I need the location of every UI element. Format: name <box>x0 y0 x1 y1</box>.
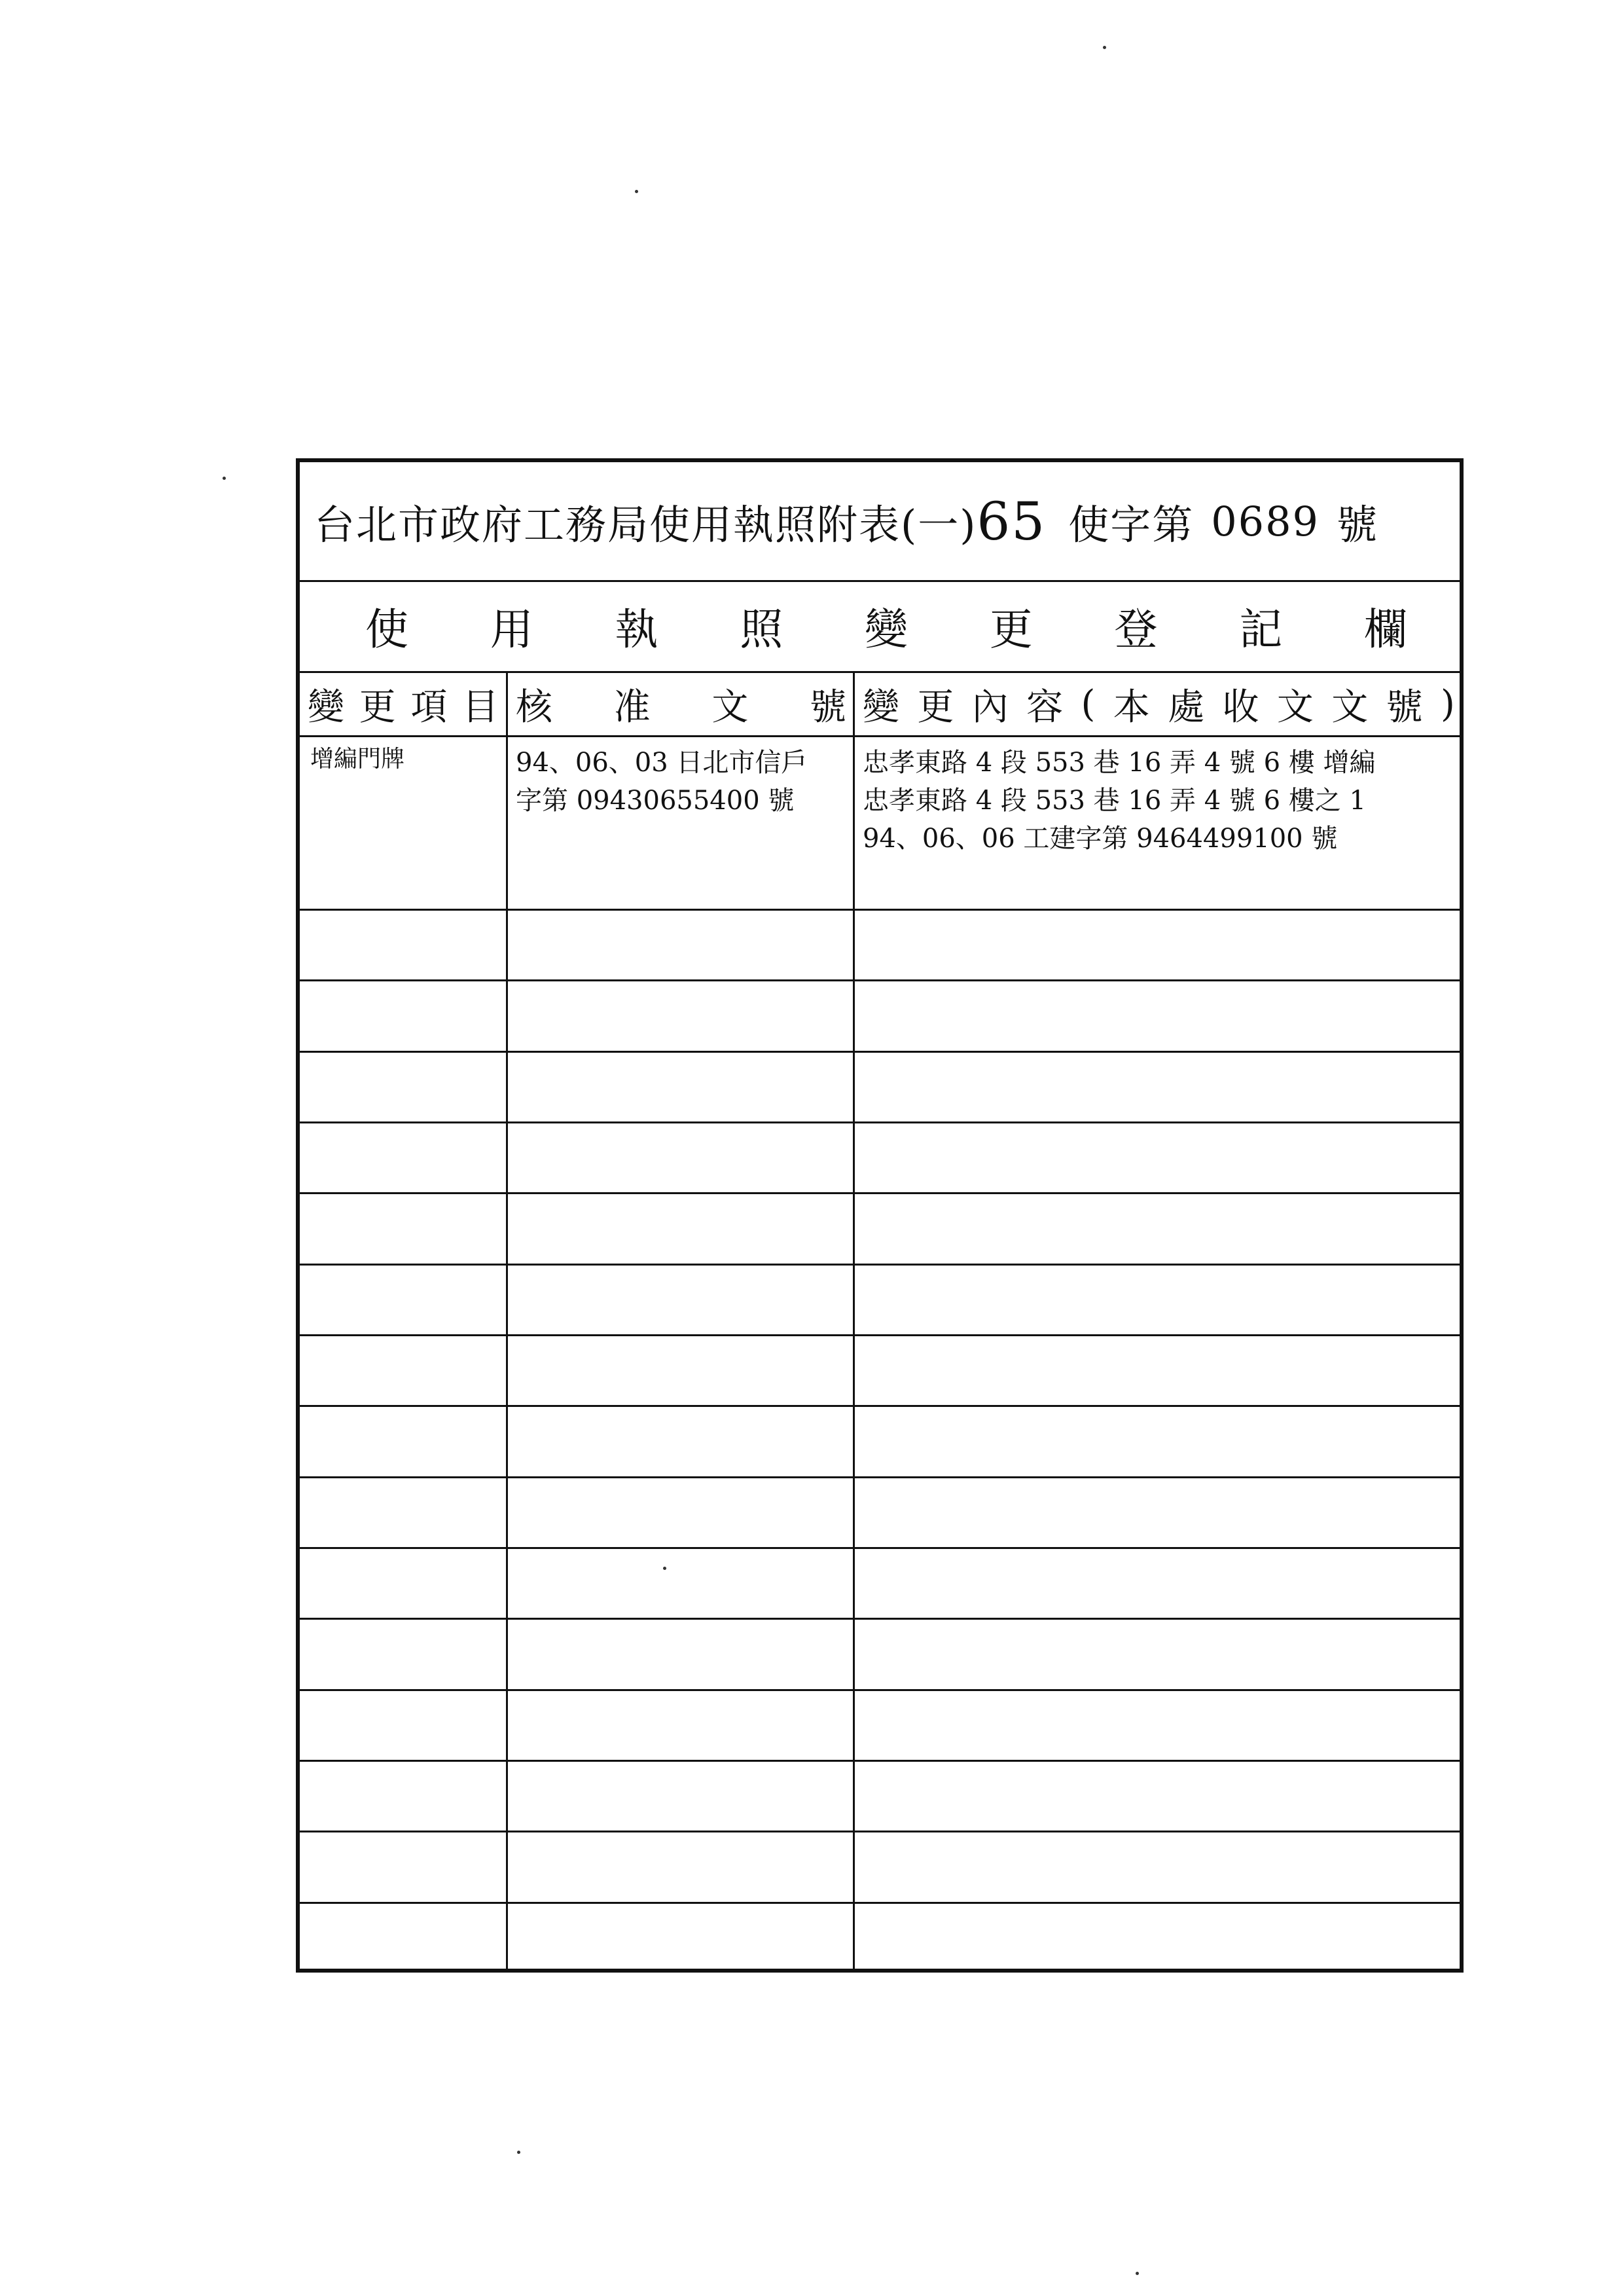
heading-char: 使 <box>365 604 408 655</box>
row-divider <box>300 1476 1460 1478</box>
row-item: 增編門牌 <box>310 746 405 773</box>
heading-char: 用 <box>490 604 533 655</box>
row-approval-no: 94、06、03 日北市信戶 字第 09430655400 號 <box>516 748 808 816</box>
header-item: 變 更 項 目 <box>308 685 499 729</box>
header-divider <box>300 735 1460 737</box>
row-divider <box>300 1831 1460 1832</box>
change-table <box>300 673 1460 1969</box>
row-divider <box>300 1334 1460 1336</box>
heading-char: 欄 <box>1364 604 1407 655</box>
row-divider <box>300 1264 1460 1266</box>
header-change-content: 變 更 內 容 ( 本 處 收 文 文 號 ) <box>863 683 1455 729</box>
title-suffix-a: 使字第 <box>1068 500 1195 549</box>
heading-char: 記 <box>1239 604 1283 655</box>
row-divider <box>300 1618 1460 1620</box>
header-approval-no: 核 准 文 號 <box>516 685 846 729</box>
column-divider <box>853 673 855 1969</box>
license-change-form <box>296 458 1464 1973</box>
row-divider <box>300 1051 1460 1053</box>
title-suffix-b: 號 <box>1337 500 1379 549</box>
form-title <box>300 462 1460 582</box>
license-number: 0689 <box>1211 497 1320 545</box>
row-divider <box>300 1121 1460 1123</box>
row-divider <box>300 909 1460 911</box>
row-divider <box>300 1405 1460 1407</box>
row-divider <box>300 1760 1460 1762</box>
heading-char: 照 <box>740 604 783 655</box>
heading-char: 更 <box>989 604 1033 655</box>
heading-char: 變 <box>865 604 908 655</box>
heading-char: 執 <box>615 604 658 655</box>
section-heading <box>300 580 1460 673</box>
row-divider <box>300 1902 1460 1904</box>
row-divider <box>300 979 1460 981</box>
column-divider <box>506 673 508 1969</box>
row-divider <box>300 1689 1460 1691</box>
row-divider <box>300 1192 1460 1194</box>
row-change-content: 忠孝東路 4 段 553 巷 16 弄 4 號 6 樓 增編 忠孝東路 4 段 553 巷 16 弄 4 號 6 樓之 1 94、06、06 工建字第 9464499100 號 <box>863 748 1376 854</box>
row-divider <box>300 1547 1460 1549</box>
title-number: 65 <box>977 490 1047 552</box>
heading-char: 登 <box>1114 604 1158 655</box>
title-prefix: 台北市政府工務局使用執照附表(一) <box>314 500 977 549</box>
